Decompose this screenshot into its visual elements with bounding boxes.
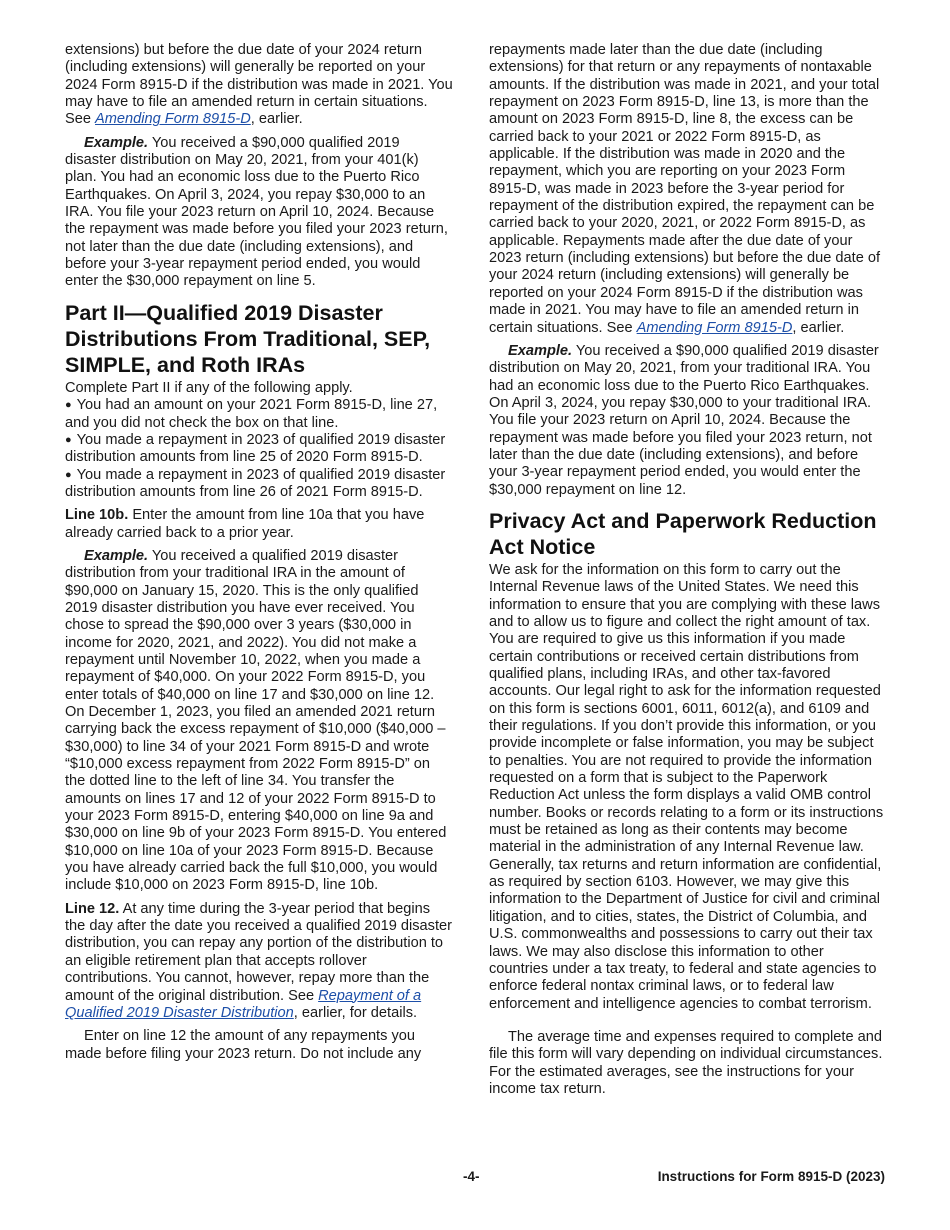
- paragraph: The average time and expenses required to complete and file this form will vary depending on individual circumstances. For the estimated averages, see the instructions for your income tax return.: [489, 1028, 883, 1097]
- example-paragraph: Example. You received a $90,000 qualified 2019 disaster distribution on May 20, 2021, from your 401(k) plan. You had an economic loss due to the Puerto Rico Earthquakes. On April 3, 2024, you repay $30,000 to an IRA. You file your 2023 return on April 10, 2024. Because the repayment was made before you filed your 2023 return, not later than the due date (including extensions), and before your 3-year repayment period ended, you would enter the $30,000 repayment on line 5.: [65, 134, 448, 290]
- paragraph: We ask for the information on this form to carry out the Internal Revenue laws of the United States. We need this information to ensure that you are complying with these laws and to allow us to figure and collect the right amount of tax. You are required to give us this information if you made certain contributions or received certain distributions from qualified plans, including IRAs, and other tax-favored accounts. Our legal right to ask for the information requested on this form is sections 6001, 6011, 6012(a), and 6109 and their regulations. If you don’t provide this information, or you provide incomplete or false information, you may be subject to penalties. You are not required to provide the information requested on a form that is subject to the Paperwork Reduction Act unless the form displays a valid OMB control number. Books or records relating to a form or its instructions must be retained as long as their contents may become material in the administration of any Internal Revenue law. Generally, tax returns and return information are confidential, as required by section 6103. However, we may give this information to the Department of Justice for civil and criminal litigation, and to cities, states, the District of Columbia, and U.S. commonwealths and possessions to carry out their tax laws. We may also disclose this information to other countries under a tax treaty, to federal and state agencies to enforce federal nontax criminal laws, or to federal law enforcement and intelligence agencies to combat terrorism.: [489, 561, 884, 1012]
- paragraph: repayments made later than the due date (including extensions) for that return or any repayments of nontaxable amounts. If the distribution was made in 2021, and your total repayment on 2023 Form 8915-D, line 13, is more than the amount on 2023 Form 8915-D, line 8, the excess can be carried back to your 2021 or 2022 Form 8915-D, as applicable. If the distribution was made in 2020 and the repayment, which you are reporting on your 2023 Form 8915-D, was made in 2023 before the 3-year period for repayment of the distribution expired, the repayment can be carried back to your 2020, 2021, or 2022 Form 8915-D, as applicable. Repayments made after the due date of your 2023 return (including extensions) but before the due date of your 2024 return (including extensions) will generally be reported on your 2024 Form 8915-D if the distribution was made in 2021. You may have to file an amended return in certain situations. See Amending Form 8915-D, earlier.: [489, 42, 881, 336]
- bullet-icon: ●: [65, 433, 72, 446]
- page-footer: [65, 1169, 885, 1187]
- bullet-item: ● You made a repayment in 2023 of qualified 2019 disaster distribution amounts from line 26 of 2021 Form 8915-D.: [65, 466, 446, 500]
- example-label: Example.: [84, 547, 149, 564]
- bullet-icon: ●: [65, 468, 72, 481]
- left-column: [65, 42, 453, 1063]
- part2-heading: Part II—Qualified 2019 Disaster Distributions From Traditional, SEP, SIMPLE, and Roth IRAs: [65, 300, 431, 377]
- bullet-item: ● You made a repayment in 2023 of qualified 2019 disaster distribution amounts from line 25 of 2020 Form 8915-D.: [65, 431, 446, 466]
- amending-form-link[interactable]: Amending Form 8915-D: [636, 319, 793, 336]
- bullet-icon: ●: [65, 399, 72, 412]
- line12-paragraph: Line 12. At any time during the 3-year period that begins the day after the date you received a qualified 2019 disaster distribution, you can repay any portion of the distribution to an eligible retirement plan that accepts rollover contributions. You cannot, however, repay more than the amount of the original distribution. See Repayment of a Qualified 2019 Disaster Distribution, earlier, for details.: [65, 900, 452, 1021]
- page-number: -4-: [463, 1169, 480, 1184]
- amending-form-link[interactable]: Amending Form 8915-D: [95, 111, 251, 128]
- privacy-heading: Privacy Act and Paperwork Reduction Act Notice: [489, 508, 877, 559]
- repayment-section-link[interactable]: Repayment of a Qualified 2019 Disaster Distribution: [65, 987, 422, 1021]
- example-paragraph: Example. You received a $90,000 qualified 2019 disaster distribution on May 20, 2021, from your traditional IRA. You had an economic loss due to the Puerto Rico Earthquakes. On April 3, 2024, you repay $30,000 to your traditional IRA. You file your 2023 return on April 10, 2024. Because the repayment was made before you filed your 2023 return, not later than the due date (including extensions), and before your 3-year repayment period ended, you would enter the $30,000 repayment on line 12.: [489, 342, 879, 498]
- line12-label: Line 12.: [65, 900, 120, 917]
- paragraph: Enter on line 12 the amount of any repayments you made before filing your 2023 return. Do not include any: [65, 1028, 422, 1062]
- part2-intro: Complete Part II if any of the following apply.: [65, 379, 353, 396]
- line10b-paragraph: Line 10b. Enter the amount from line 10a that you have already carried back to a prior year.: [65, 507, 425, 541]
- bullet-item: ● You had an amount on your 2021 Form 8915-D, line 27, and you did not check the box on that line.: [65, 397, 438, 431]
- example-paragraph: Example. You received a qualified 2019 disaster distribution from your traditional IRA in the amount of $90,000 on January 15, 2020. This is the only qualified 2019 disaster distribution you have ever received. You chose to spread the $90,000 over 3 years ($30,000 in income for 2020, 2021, and 2022). You did not make a repayment until November 10, 2022, when you made a repayment of $40,000. On your 2022 Form 8915-D, you enter totals of $40,000 on line 17 and $30,000 on line 12. On December 1, 2023, you filed an amended 2021 return carrying back the excess repayment of $10,000 ($40,000 – $30,000) to line 34 of your 2021 Form 8915-D and wrote “$10,000 excess repayment from 2022 Form 8915-D” on the dotted line to the left of line 34. You transfer the amounts on lines 17 and 12 of your 2022 Form 8915-D to your 2023 Form 8915-D, entering $40,000 on line 9a and $30,000 on line 9b of your 2023 Form 8915-D. You entered $10,000 on line 10a of your 2023 Form 8915-D. Because you have already carried back the full $10,000, you would include $10,000 on 2023 Form 8915-D, line 10b.: [65, 547, 447, 894]
- line10b-label: Line 10b.: [65, 507, 129, 524]
- footer-form-title: Instructions for Form 8915-D (2023): [657, 1169, 885, 1184]
- right-column: [489, 42, 885, 1098]
- example-label: Example.: [84, 134, 149, 151]
- example-label: Example.: [508, 342, 573, 359]
- paragraph: extensions) but before the due date of your 2024 return (including extensions) will generally be reported on your 2024 Form 8915-D if the distribution was made in 2021. You may have to file an amended return in certain situations. See Amending Form 8915-D, earlier.: [65, 42, 453, 128]
